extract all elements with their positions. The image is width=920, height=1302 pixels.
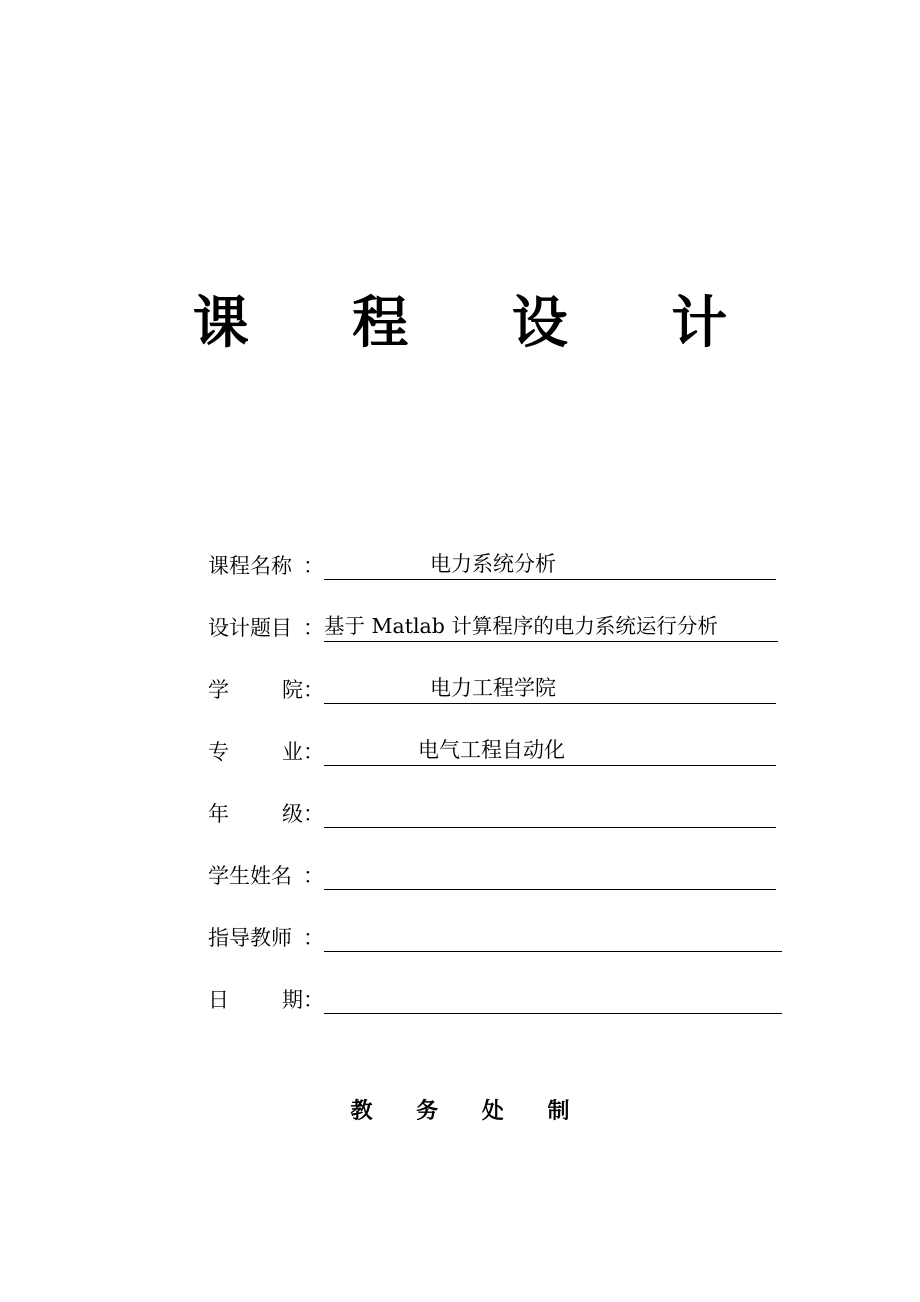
document-title: 课 程 设 计 [192, 290, 770, 356]
field-label: 年 级： [208, 802, 324, 826]
field-date [208, 980, 782, 1014]
college-value: 电力工程学院 [430, 676, 556, 700]
field-label: 学生姓名 ： [208, 864, 324, 888]
field-design-topic [208, 608, 778, 642]
field-college [208, 670, 776, 704]
field-label: 设计题目 ： [208, 616, 324, 640]
issuer-footer: 教 务 处 制 [350, 1098, 588, 1124]
grade-line[interactable] [324, 799, 776, 828]
field-advisor [208, 918, 782, 952]
field-label: 课程名称 ： [208, 554, 324, 578]
major-line [324, 737, 776, 766]
course-name-value: 电力系统分析 [430, 552, 556, 576]
student-name-line[interactable] [324, 861, 776, 890]
field-course-name [208, 546, 776, 580]
field-grade [208, 794, 776, 828]
field-label: 日 期： [208, 988, 324, 1012]
field-label: 学 院： [208, 678, 324, 702]
field-student-name [208, 856, 776, 890]
field-label: 指导教师 ： [208, 926, 324, 950]
design-topic-line [324, 613, 778, 642]
college-line [324, 675, 776, 704]
field-major [208, 732, 776, 766]
major-value: 电气工程自动化 [418, 738, 565, 762]
course-name-line [324, 551, 776, 580]
design-topic-value: 基于 Matlab 计算程序的电力系统运行分析 [324, 614, 718, 638]
field-label: 专 业： [208, 740, 324, 764]
advisor-line[interactable] [324, 923, 782, 952]
date-line[interactable] [324, 985, 782, 1014]
